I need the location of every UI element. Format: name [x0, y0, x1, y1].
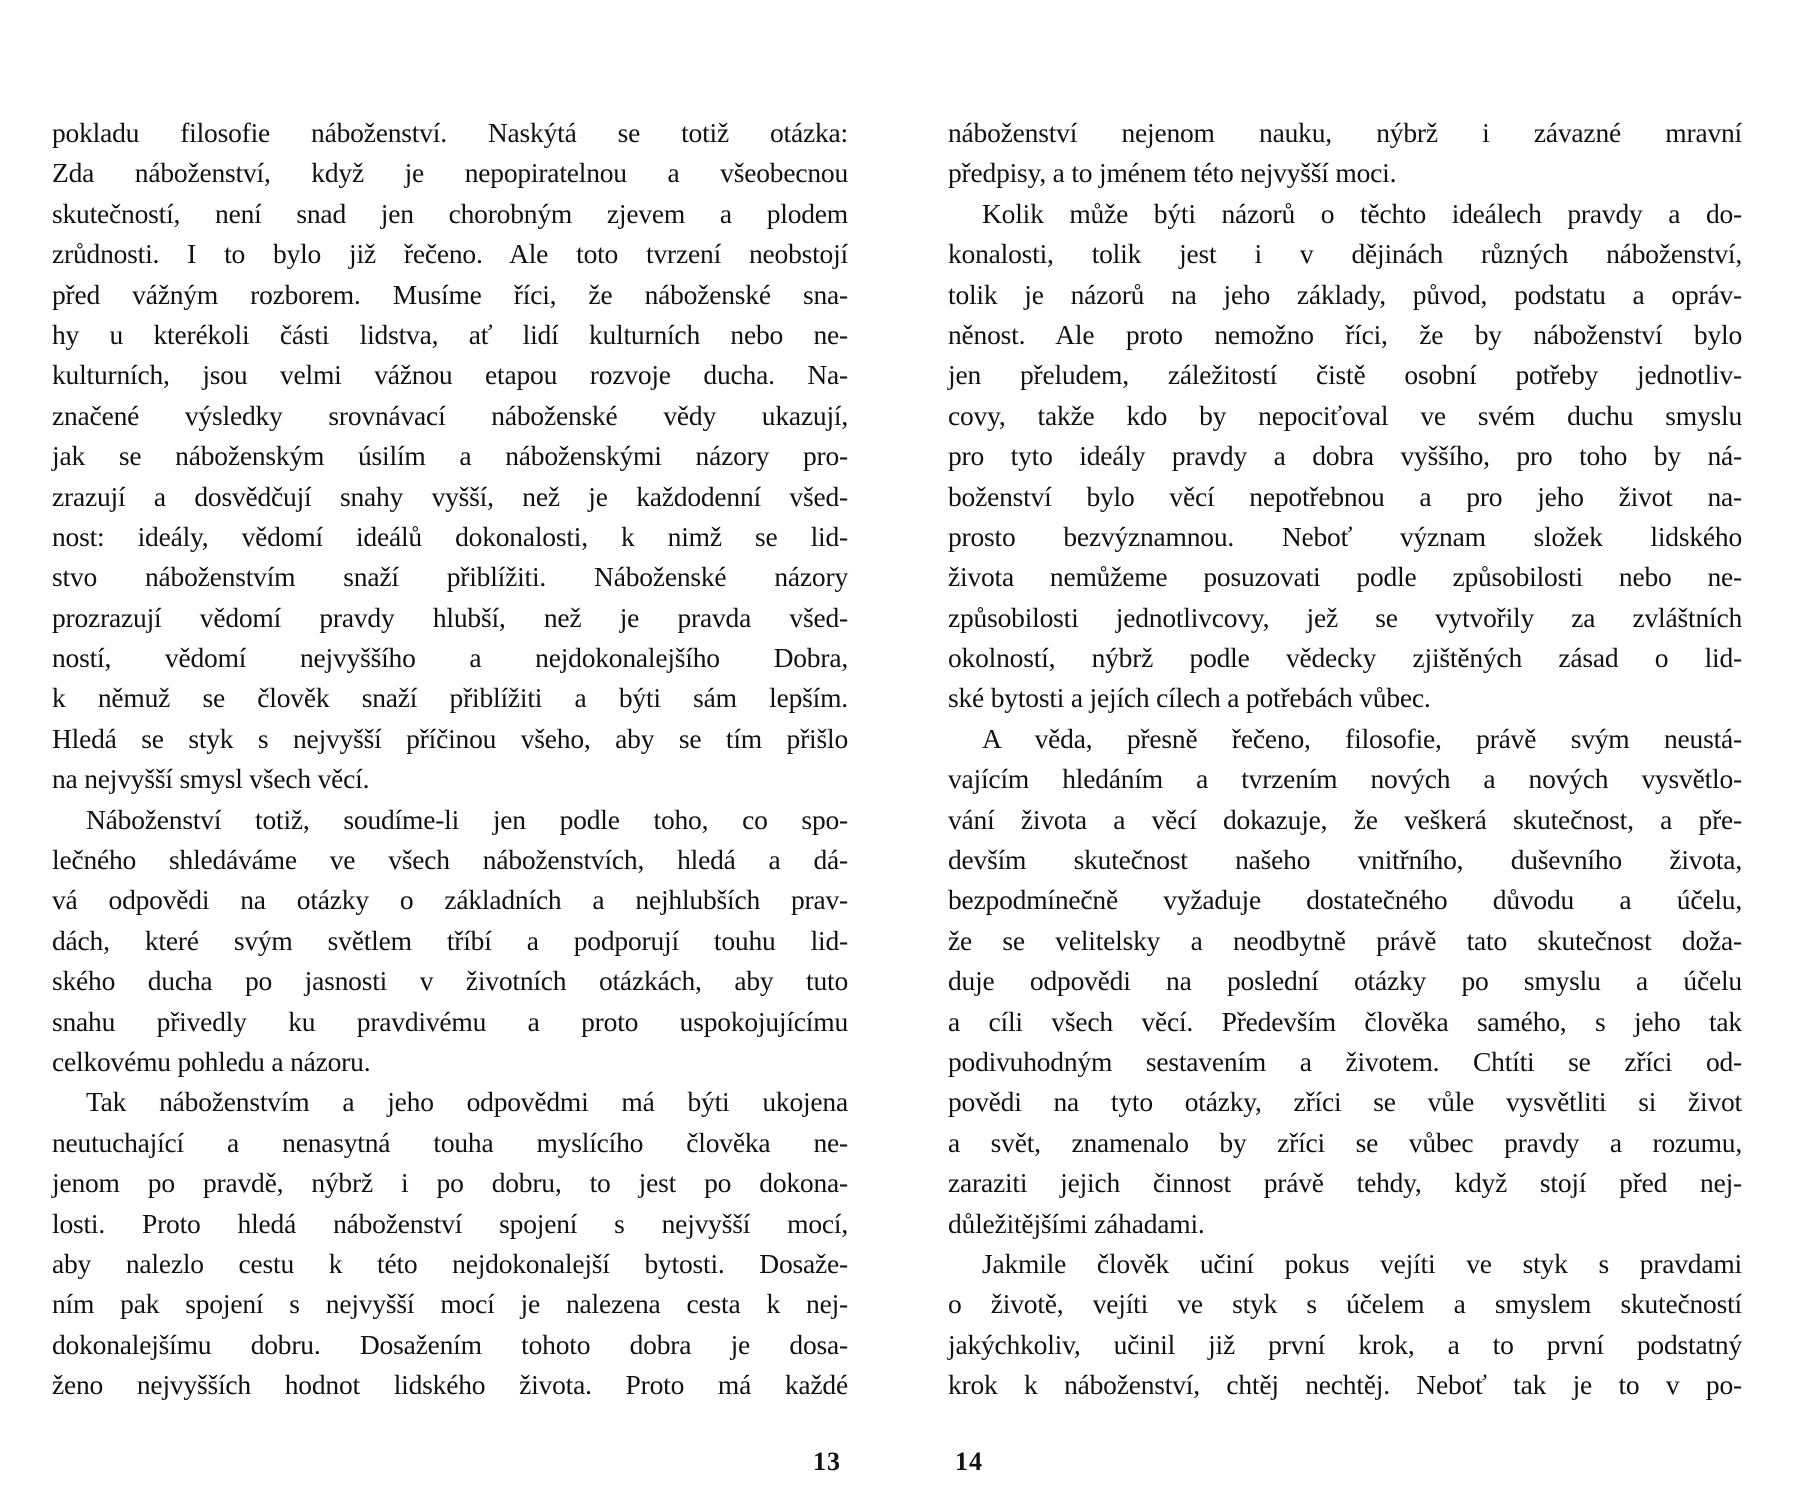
- text-line: jen přeludem, záležitostí čistě osobní potřeby jednotliv-: [948, 359, 1742, 391]
- text-line: ženo nejvyšších hodnot lidského života. Proto má každé: [52, 1369, 848, 1401]
- text-line: snahu přivedly ku pravdivému a proto uspokojujícímu: [52, 1005, 848, 1037]
- text-line: zrůdnosti. I to bylo již řečeno. Ale toto tvrzení neobstojí: [52, 238, 848, 270]
- text-line: lečného shledáváme ve všech náboženstvích, hledá a dá-: [52, 844, 848, 876]
- text-line: pokladu filosofie náboženství. Naskýtá se totiž otázka:: [52, 117, 848, 148]
- text-line: devším skutečnost našeho vnitřního, duševního života,: [948, 844, 1742, 876]
- text-line: kulturních, jsou velmi vážnou etapou rozvoje ducha. Na-: [52, 359, 848, 391]
- text-line: zaraziti jejich činnost právě tehdy, když stojí před nej-: [948, 1167, 1742, 1199]
- text-line: vá odpovědi na otázky o základních a nejhlubších prav-: [52, 884, 848, 916]
- text-line: náboženství nejenom nauku, nýbrž i závazné mravní: [948, 117, 1742, 148]
- text-line: dokonalejšímu dobru. Dosažením tohoto dobra je dosa-: [52, 1328, 848, 1360]
- text-line: předpisy, a to jménem této nejvyšší moci.: [948, 157, 1397, 189]
- left-page-text-column: [52, 113, 848, 1406]
- text-line: Zda náboženství, když je nepopiratelnou a všeobecnou: [52, 157, 848, 189]
- text-line: podivuhodným sestavením a životem. Chtíti se zříci od-: [948, 1045, 1742, 1077]
- text-line: povědi na tyto otázky, zříci se vůle vysvětliti si život: [948, 1086, 1742, 1118]
- text-line: boženství bylo věcí nepotřebnou a pro jeho život na-: [948, 480, 1742, 512]
- text-line: způsobilosti jednotlivcovy, jež se vytvořily za zvláštních: [948, 601, 1742, 633]
- text-line: ské bytosti a jejích cílech a potřebách vůbec.: [948, 682, 1431, 714]
- text-line: skutečností, není snad jen chorobným zjevem a plodem: [52, 197, 848, 229]
- text-line: pro tyto ideály pravdy a dobra vyššího, pro toho by ná-: [948, 440, 1742, 472]
- text-line: losti. Proto hledá náboženství spojení s nejvyšší mocí,: [52, 1207, 848, 1239]
- text-line: celkovému pohledu a názoru.: [52, 1045, 371, 1077]
- text-line: Jakmile člověk učiní pokus vejíti ve styk s pravdami: [982, 1247, 1742, 1279]
- text-line: na nejvyšší smysl všech věcí.: [52, 763, 370, 795]
- text-line: prosto bezvýznamnou. Neboť význam složek lidského: [948, 520, 1742, 552]
- text-line: jakýchkoliv, učinil již první krok, a to první podstatný: [948, 1328, 1742, 1360]
- text-line: k němuž se člověk snaží přiblížiti a býti sám lepším.: [52, 682, 848, 714]
- text-line: vajícím hledáním a tvrzením nových a nových vysvětlo-: [948, 763, 1742, 795]
- text-line: že se velitelsky a neodbytně právě tato skutečnost doža-: [948, 924, 1742, 956]
- text-line: duje odpovědi na poslední otázky po smyslu a účelu: [948, 965, 1742, 997]
- left-page-number: 13: [813, 1447, 841, 1476]
- text-line: konalosti, tolik jest i v dějinách různých náboženství,: [948, 238, 1742, 270]
- text-line: jenom po pravdě, nýbrž i po dobru, to jest po dokona-: [52, 1167, 848, 1199]
- text-line: okolností, nýbrž podle vědecky zjištěných zásad o lid-: [948, 642, 1742, 674]
- text-line: života nemůžeme posuzovati podle způsobilosti nebo ne-: [948, 561, 1742, 593]
- text-line: před vážným rozborem. Musíme říci, že náboženské sna-: [52, 278, 848, 310]
- text-line: prozrazují vědomí pravdy hlubší, než je pravda všed-: [52, 601, 848, 633]
- text-line: aby nalezlo cestu k této nejdokonalejší bytosti. Dosaže-: [52, 1247, 848, 1279]
- text-line: covy, takže kdo by nepociťoval ve svém duchu smyslu: [948, 399, 1742, 431]
- text-line: něnost. Ale proto nemožno říci, že by náboženství bylo: [948, 318, 1742, 350]
- text-line: značené výsledky srovnávací náboženské vědy ukazují,: [52, 399, 848, 431]
- text-line: zrazují a dosvědčují snahy vyšší, než je každodenní všed-: [52, 480, 848, 512]
- text-line: bezpodmínečně vyžaduje dostatečného důvodu a účelu,: [948, 884, 1742, 916]
- text-line: a cíli všech věcí. Především člověka samého, s jeho tak: [948, 1005, 1742, 1037]
- text-line: krok k náboženství, chtěj nechtěj. Neboť tak je to v po-: [948, 1369, 1742, 1401]
- text-line: tolik je názorů na jeho základy, původ, podstatu a opráv-: [948, 278, 1742, 310]
- text-line: ností, vědomí nejvyššího a nejdokonalejšího Dobra,: [52, 642, 848, 674]
- text-line: A věda, přesně řečeno, filosofie, právě svým neustá-: [982, 722, 1742, 754]
- text-line: Tak náboženstvím a jeho odpovědmi má býti ukojena: [86, 1086, 848, 1118]
- text-line: neutuchající a nenasytná touha myslícího člověka ne-: [52, 1126, 848, 1158]
- text-line: Kolik může býti názorů o těchto ideálech pravdy a do-: [982, 197, 1742, 229]
- text-line: Náboženství totiž, soudíme-li jen podle toho, co spo-: [86, 803, 848, 835]
- text-line: hy u kterékoli části lidstva, ať lidí kulturních nebo ne-: [52, 318, 848, 350]
- text-line: nost: ideály, vědomí ideálů dokonalosti, k nimž se lid-: [52, 520, 848, 552]
- text-line: důležitějšími záhadami.: [948, 1207, 1205, 1239]
- text-line: dách, které svým světlem tříbí a podporují touhu lid-: [52, 924, 848, 956]
- text-line: o životě, vejíti ve styk s účelem a smyslem skutečností: [948, 1288, 1742, 1320]
- text-line: ním pak spojení s nejvyšší mocí je nalezena cesta k nej-: [52, 1288, 848, 1320]
- right-page-text-column: [948, 113, 1742, 1406]
- text-line: a svět, znamenalo by zříci se vůbec pravdy a rozumu,: [948, 1126, 1742, 1158]
- text-line: vání života a věcí dokazuje, že veškerá skutečnost, a pře-: [948, 803, 1742, 835]
- text-line: Hledá se styk s nejvyšší příčinou všeho, aby se tím přišlo: [52, 722, 848, 754]
- text-line: stvo náboženstvím snaží přiblížiti. Náboženské názory: [52, 561, 848, 593]
- right-page-number: 14: [955, 1447, 983, 1476]
- text-line: ského ducha po jasnosti v životních otázkách, aby tuto: [52, 965, 848, 997]
- right-page: [898, 0, 1796, 1500]
- text-line: jak se náboženským úsilím a náboženskými názory pro-: [52, 440, 848, 472]
